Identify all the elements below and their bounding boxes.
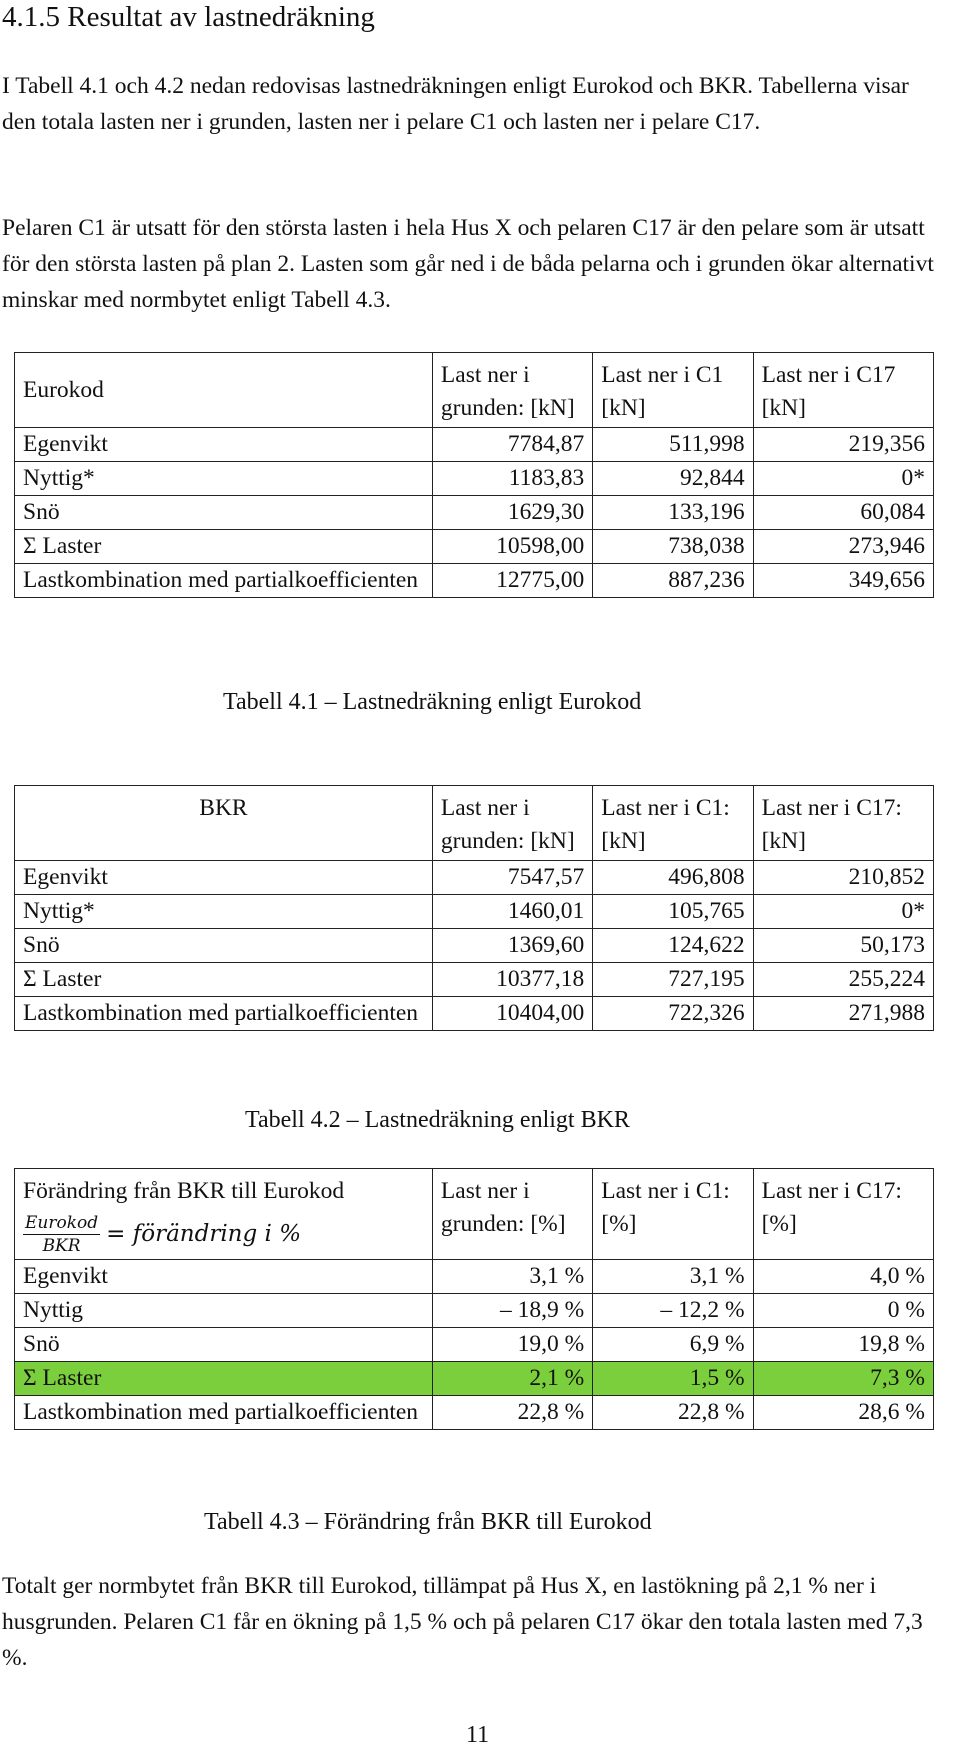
row-label: Lastkombination med partialkoefficienten bbox=[15, 997, 433, 1031]
cell-value: 3,1 % bbox=[432, 1260, 592, 1294]
cell-value: – 18,9 % bbox=[432, 1294, 592, 1328]
header-cell bbox=[15, 1169, 433, 1260]
cell-value: 7547,57 bbox=[432, 861, 592, 895]
row-label: Lastkombination med partialkoefficienten bbox=[15, 564, 433, 598]
row-label: Nyttig* bbox=[15, 895, 433, 929]
cell-value: 0* bbox=[753, 895, 933, 929]
table-header-row bbox=[15, 786, 934, 861]
cell-value: 219,356 bbox=[753, 428, 933, 462]
cell-value: 738,038 bbox=[593, 530, 753, 564]
row-label: Snö bbox=[15, 496, 433, 530]
cell-value: 22,8 % bbox=[432, 1396, 592, 1430]
table-caption: Tabell 4.3 – Förändring från BKR till Eurokod bbox=[204, 1509, 652, 1535]
cell-value: 349,656 bbox=[753, 564, 933, 598]
cell-value: 273,946 bbox=[753, 530, 933, 564]
table-header-row bbox=[15, 353, 934, 428]
table-row bbox=[15, 1328, 934, 1362]
cell-value: 271,988 bbox=[753, 997, 933, 1031]
table-caption: Tabell 4.1 – Lastnedräkning enligt Eurokod bbox=[223, 689, 642, 715]
cell-value: 1,5 % bbox=[593, 1362, 753, 1396]
cell-value: 12775,00 bbox=[432, 564, 592, 598]
cell-value: 50,173 bbox=[753, 929, 933, 963]
row-label: Egenvikt bbox=[15, 428, 433, 462]
table-change bbox=[14, 1168, 934, 1430]
header-cell: Last ner i C1: [kN] bbox=[593, 786, 753, 861]
cell-value: 496,808 bbox=[593, 861, 753, 895]
header-cell: Last ner i C1: [%] bbox=[593, 1169, 753, 1260]
row-label: Σ Laster bbox=[15, 530, 433, 564]
paragraph-intro: I Tabell 4.1 och 4.2 nedan redovisas lastnedräkningen enligt Eurokod och BKR. Tabellerna visar den totala lasten ner i grunden, lasten ner i pelare C1 och lasten ner i pelare C17. bbox=[2, 73, 909, 135]
cell-value: 10404,00 bbox=[432, 997, 592, 1031]
cell-value: 3,1 % bbox=[593, 1260, 753, 1294]
table-row bbox=[15, 963, 934, 997]
row-label: Egenvikt bbox=[15, 1260, 433, 1294]
cell-value: 1629,30 bbox=[432, 496, 592, 530]
cell-value: 1460,01 bbox=[432, 895, 592, 929]
table-eurokod bbox=[14, 352, 934, 598]
header-cell: BKR bbox=[15, 786, 433, 861]
table-row bbox=[15, 1260, 934, 1294]
cell-value: 10377,18 bbox=[432, 963, 592, 997]
cell-value: 92,844 bbox=[593, 462, 753, 496]
header-cell: Eurokod bbox=[15, 353, 433, 428]
table-row bbox=[15, 895, 934, 929]
cell-value: 6,9 % bbox=[593, 1328, 753, 1362]
cell-value: 7784,87 bbox=[432, 428, 592, 462]
formula-fraction bbox=[23, 1212, 100, 1257]
table-header-row bbox=[15, 1169, 934, 1260]
cell-value: 727,195 bbox=[593, 963, 753, 997]
table-row bbox=[15, 1396, 934, 1430]
cell-value: – 12,2 % bbox=[593, 1294, 753, 1328]
cell-value: 60,084 bbox=[753, 496, 933, 530]
cell-value: 10598,00 bbox=[432, 530, 592, 564]
cell-value: 7,3 % bbox=[753, 1362, 933, 1396]
section-heading: 4.1.5 Resultat av lastnedräkning bbox=[2, 1, 375, 33]
cell-value: 1183,83 bbox=[432, 462, 592, 496]
header-cell: Last ner i C17: [%] bbox=[753, 1169, 933, 1260]
header-cell: Last ner i grunden: [%] bbox=[432, 1169, 592, 1260]
table-row bbox=[15, 997, 934, 1031]
table-row bbox=[15, 462, 934, 496]
cell-value: 511,998 bbox=[593, 428, 753, 462]
cell-value: 28,6 % bbox=[753, 1396, 933, 1430]
cell-value: 210,852 bbox=[753, 861, 933, 895]
header-label: Förändring från BKR till Eurokod bbox=[23, 1178, 345, 1204]
table-row bbox=[15, 564, 934, 598]
cell-value: 124,622 bbox=[593, 929, 753, 963]
table-row bbox=[15, 428, 934, 462]
formula-numerator: Eurokod bbox=[25, 1213, 99, 1233]
row-label: Σ Laster bbox=[15, 1362, 433, 1396]
cell-value: 1369,60 bbox=[432, 929, 592, 963]
cell-value: 2,1 % bbox=[432, 1362, 592, 1396]
header-cell: Last ner i grunden: [kN] bbox=[432, 353, 592, 428]
table-row bbox=[15, 1294, 934, 1328]
table-row bbox=[15, 496, 934, 530]
header-cell: Last ner i grunden: [kN] bbox=[432, 786, 592, 861]
row-label: Σ Laster bbox=[15, 963, 433, 997]
change-formula bbox=[23, 1212, 424, 1257]
formula-rhs: = förändring i % bbox=[106, 1221, 302, 1247]
cell-value: 133,196 bbox=[593, 496, 753, 530]
table-row-highlighted bbox=[15, 1362, 934, 1396]
header-cell: Last ner i C17 [kN] bbox=[753, 353, 933, 428]
table-caption: Tabell 4.2 – Lastnedräkning enligt BKR bbox=[245, 1107, 630, 1133]
cell-value: 4,0 % bbox=[753, 1260, 933, 1294]
row-label: Nyttig* bbox=[15, 462, 433, 496]
cell-value: 19,0 % bbox=[432, 1328, 592, 1362]
formula-denominator: BKR bbox=[42, 1236, 81, 1256]
table-bkr bbox=[14, 785, 934, 1031]
cell-value: 887,236 bbox=[593, 564, 753, 598]
row-label: Snö bbox=[15, 1328, 433, 1362]
row-label: Egenvikt bbox=[15, 861, 433, 895]
cell-value: 19,8 % bbox=[753, 1328, 933, 1362]
cell-value: 722,326 bbox=[593, 997, 753, 1031]
paragraph-summary: Totalt ger normbytet från BKR till Eurokod, tillämpat på Hus X, en lastökning på 2,1 % ner i husgrunden. Pelaren C1 får en ökning på 1,5 % och på pelaren C17 ökar den totala lasten med 7,3 %. bbox=[2, 1573, 923, 1671]
table-row bbox=[15, 861, 934, 895]
page-number: 11 bbox=[466, 1722, 490, 1748]
cell-value: 105,765 bbox=[593, 895, 753, 929]
header-cell: Last ner i C1 [kN] bbox=[593, 353, 753, 428]
row-label: Lastkombination med partialkoefficienten bbox=[15, 1396, 433, 1430]
cell-value: 255,224 bbox=[753, 963, 933, 997]
row-label: Snö bbox=[15, 929, 433, 963]
cell-value: 0 % bbox=[753, 1294, 933, 1328]
paragraph-columns: Pelaren C1 är utsatt för den största lasten i hela Hus X och pelaren C17 är den pelare som är utsatt för den största lasten på plan 2. Lasten som går ned i de båda pelarna och i grunden ökar alternativt minskar med normbytet enligt Tabell 4.3. bbox=[2, 215, 934, 313]
table-row bbox=[15, 929, 934, 963]
header-cell: Last ner i C17: [kN] bbox=[753, 786, 933, 861]
cell-value: 22,8 % bbox=[593, 1396, 753, 1430]
cell-value: 0* bbox=[753, 462, 933, 496]
row-label: Nyttig bbox=[15, 1294, 433, 1328]
table-row bbox=[15, 530, 934, 564]
